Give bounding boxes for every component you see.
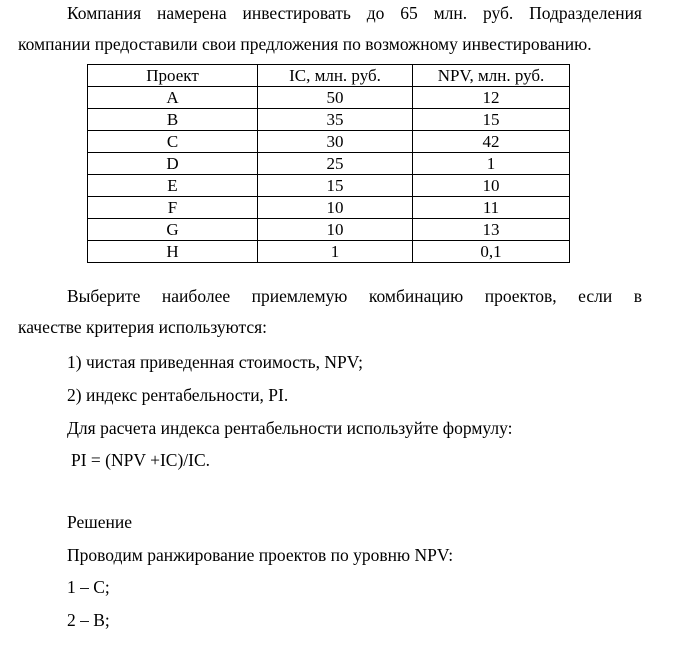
cell-ic: 1 (258, 241, 413, 263)
cell-npv: 1 (413, 153, 570, 175)
cell-project: H (88, 241, 258, 263)
table-row (88, 219, 570, 241)
header-project: Проект (88, 65, 258, 87)
cell-ic: 10 (258, 197, 413, 219)
cell-project: G (88, 219, 258, 241)
table-row (88, 109, 570, 131)
table-row (88, 131, 570, 153)
cell-project: A (88, 87, 258, 109)
formula: PI = (NPV +IC)/IC. (71, 450, 211, 470)
cell-ic: 30 (258, 131, 413, 153)
table-header-row (88, 65, 570, 87)
cell-npv: 15 (413, 109, 570, 131)
projects-table (87, 64, 570, 263)
criterion-item-1: 1) чистая приведенная стоимость, NPV; (67, 352, 363, 372)
header-ic: IC, млн. руб. (258, 65, 413, 87)
intro-paragraph-line-2: компании предоставили свои предложения по возможному инвестированию. (18, 34, 592, 54)
ranking-intro: Проводим ранжирование проектов по уровню NPV: (67, 545, 454, 565)
cell-project: C (88, 131, 258, 153)
criterion-item-2: 2) индекс рентабельности, PI. (67, 385, 289, 405)
cell-ic: 15 (258, 175, 413, 197)
table-row (88, 175, 570, 197)
cell-ic: 35 (258, 109, 413, 131)
cell-project: B (88, 109, 258, 131)
cell-npv: 10 (413, 175, 570, 197)
table-row (88, 87, 570, 109)
cell-npv: 42 (413, 131, 570, 153)
task-paragraph-line-1: Выберите наиболее приемлемую комбинацию проектов, если в (67, 286, 642, 306)
ranking-item-1: 1 – С; (67, 577, 110, 597)
cell-project: D (88, 153, 258, 175)
table-row (88, 153, 570, 175)
cell-project: E (88, 175, 258, 197)
solution-heading: Решение (67, 512, 133, 532)
formula-intro: Для расчета индекса рентабельности используйте формулу: (67, 418, 513, 438)
cell-ic: 10 (258, 219, 413, 241)
cell-npv: 0,1 (413, 241, 570, 263)
cell-npv: 11 (413, 197, 570, 219)
ranking-item-2: 2 – В; (67, 610, 110, 630)
cell-project: F (88, 197, 258, 219)
intro-paragraph-line-1: Компания намерена инвестировать до 65 млн. руб. Подразделения (67, 3, 642, 23)
cell-npv: 13 (413, 219, 570, 241)
cell-ic: 50 (258, 87, 413, 109)
cell-ic: 25 (258, 153, 413, 175)
task-paragraph-line-2: качестве критерия используются: (18, 317, 268, 337)
header-npv: NPV, млн. руб. (413, 65, 570, 87)
table-row (88, 197, 570, 219)
table-row (88, 241, 570, 263)
cell-npv: 12 (413, 87, 570, 109)
